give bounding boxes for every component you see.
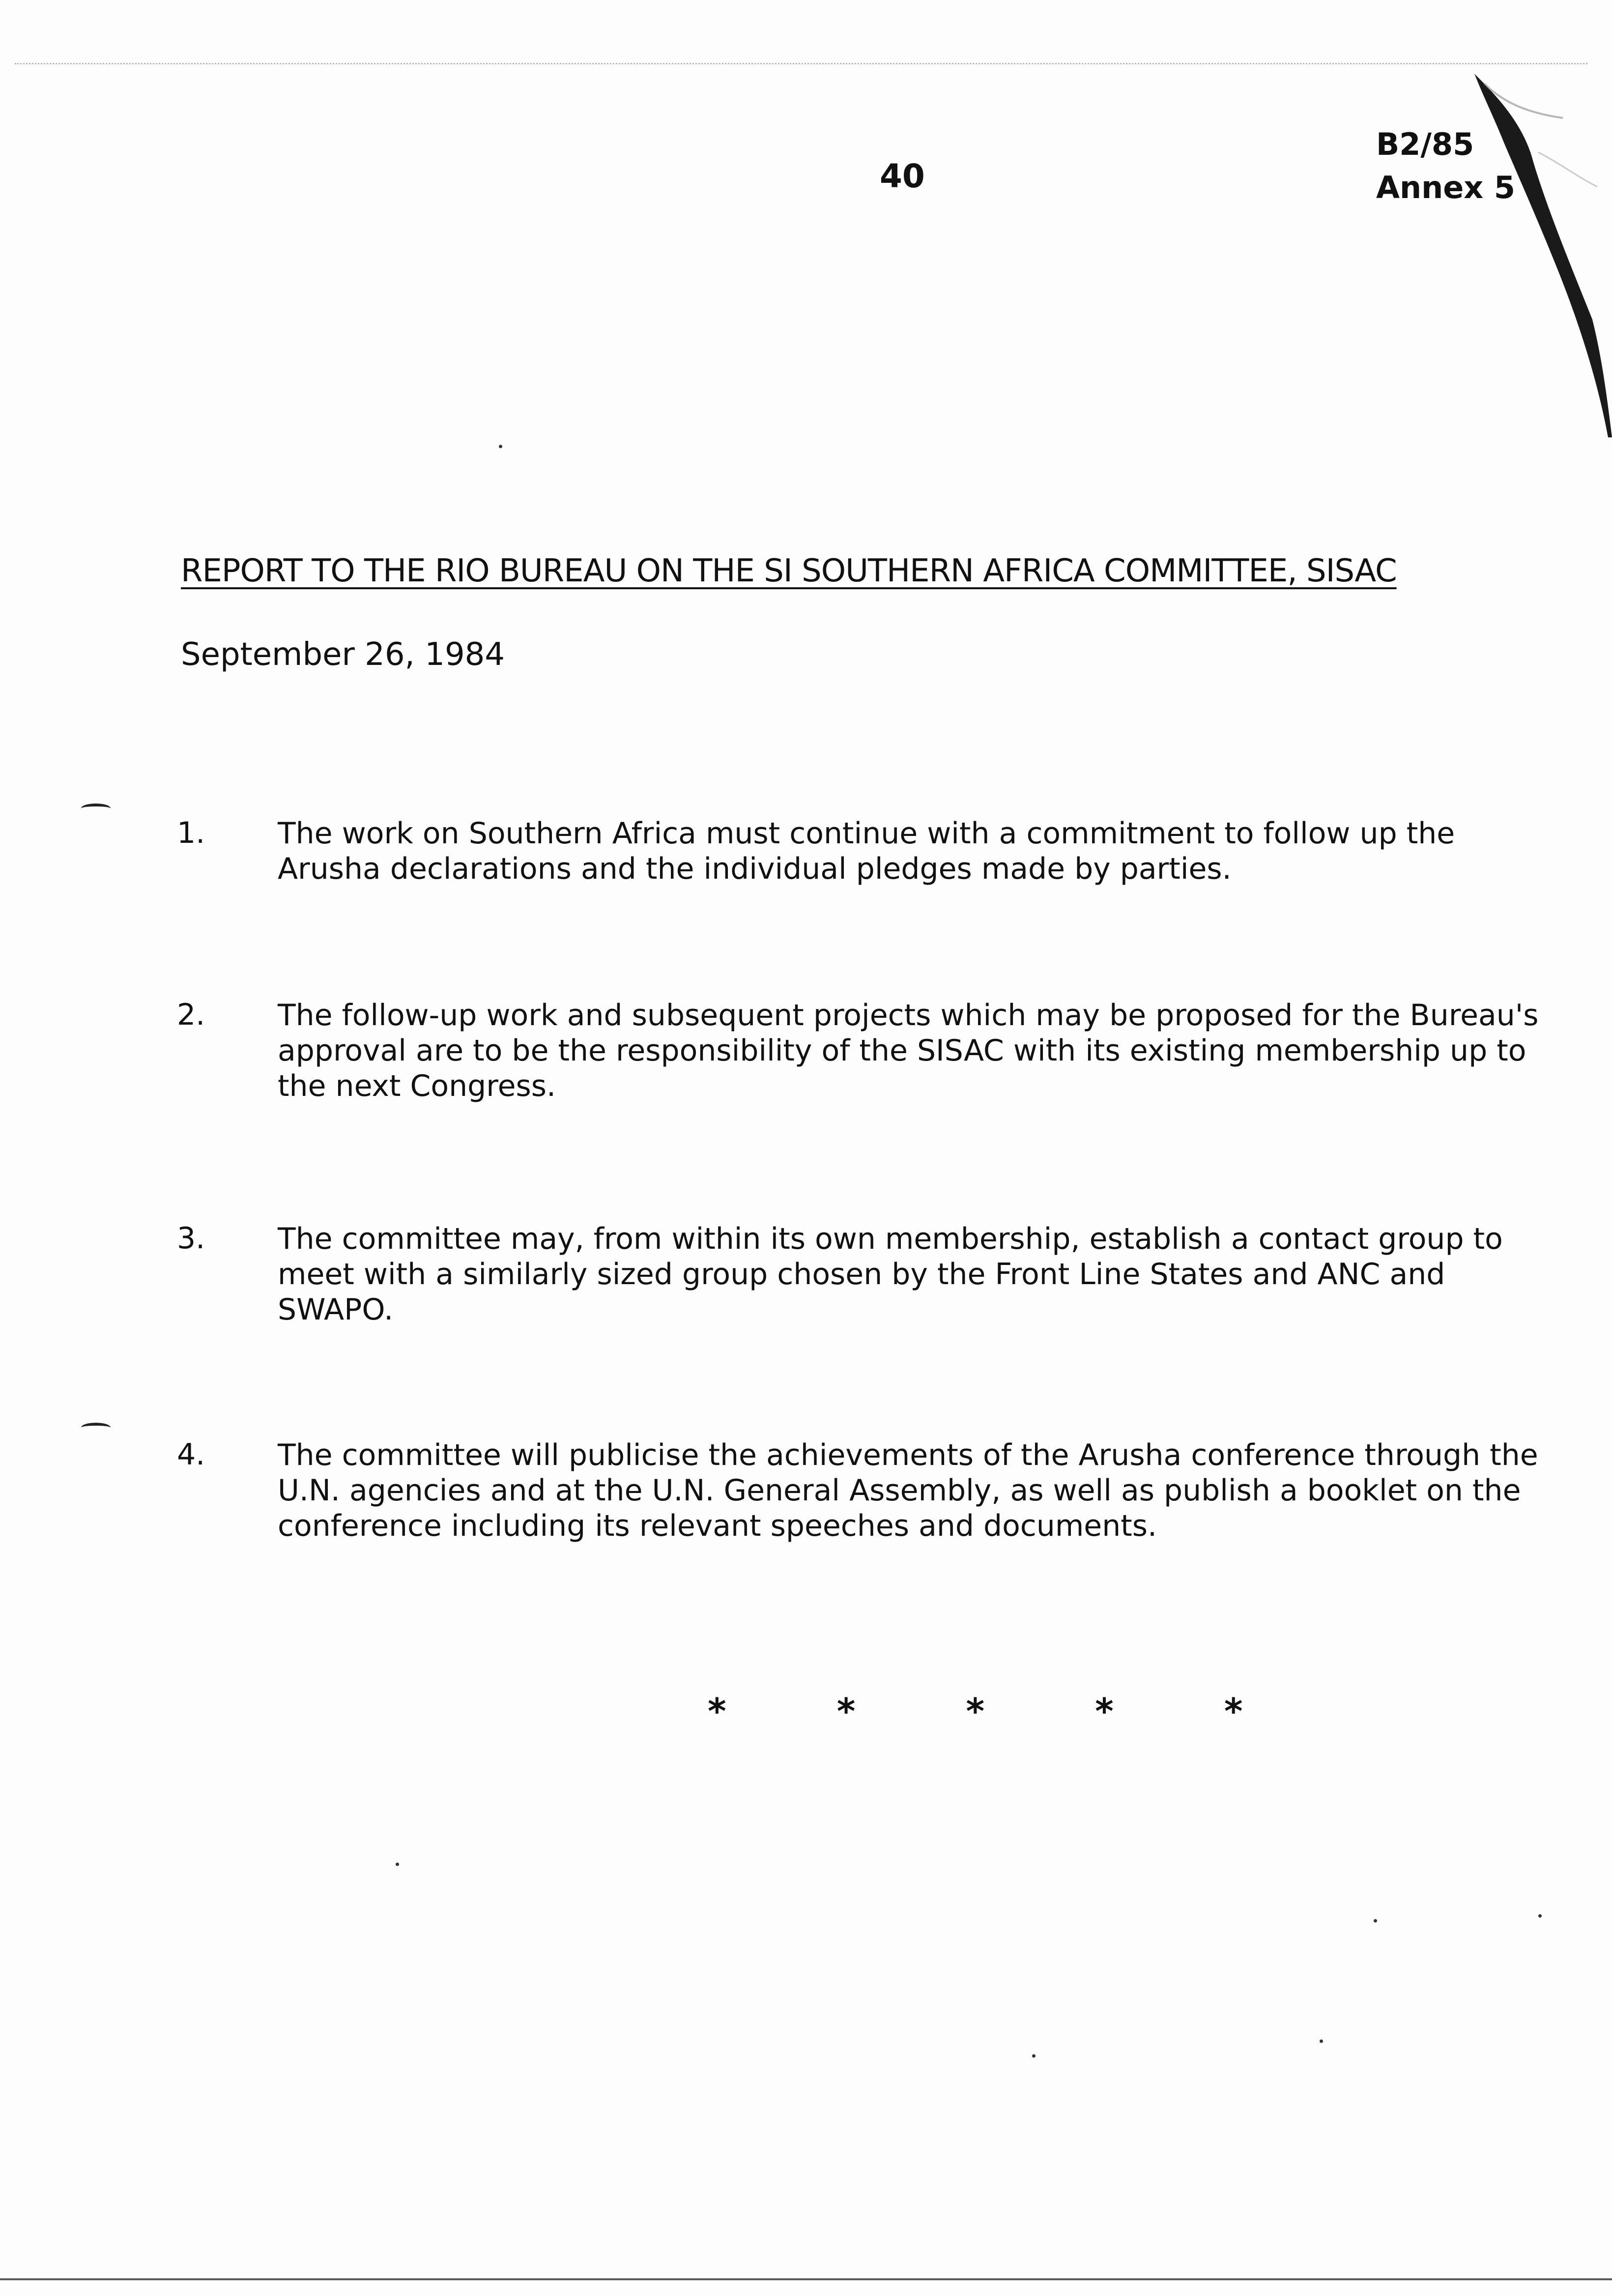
- list-item-number: 2.: [177, 998, 205, 1032]
- scan-speck: [1538, 1914, 1542, 1918]
- list-item-number: 1.: [177, 816, 205, 850]
- list-item-number: 3.: [177, 1221, 205, 1256]
- report-title: REPORT TO THE RIO BUREAU ON THE SI SOUTHERN AFRICA COMMITTEE, SISAC: [181, 553, 1397, 589]
- list-item-text: The follow-up work and subsequent projects which may be proposed for the Bureau's approval are to be the responsibility of the SISAC with its existing membership up to the next Congress.: [278, 998, 1539, 1103]
- report-date: September 26, 1984: [181, 636, 505, 673]
- annex-label: Annex 5: [1376, 170, 1516, 205]
- list-item-text: The work on Southern Africa must continue with a commitment to follow up the Arusha declarations and the individual pledges made by parties.: [278, 816, 1455, 886]
- page-number: 40: [880, 157, 925, 195]
- list-item-number: 4.: [177, 1437, 205, 1472]
- scan-speck: [1374, 1919, 1377, 1923]
- scan-speck: [1320, 2039, 1323, 2043]
- scan-artifact-bottom: [0, 2278, 1612, 2280]
- list-item-text: The committee will publicise the achievements of the Arusha conference through the U.N. agencies and at the U.N. General Assembly, as well as publish a booklet on the conference including its relevant speeches and documents.: [278, 1438, 1538, 1543]
- scan-speck: [499, 445, 502, 448]
- reference-code: B2/85: [1376, 126, 1474, 162]
- section-separator: * * * * *: [708, 1691, 1292, 1732]
- margin-mark: [81, 804, 111, 813]
- scan-smudge-mark: [1465, 64, 1612, 437]
- scan-artifact-top: [15, 63, 1587, 64]
- scan-speck: [396, 1863, 399, 1866]
- list-item-text: The committee may, from within its own membership, establish a contact group to meet with a similarly sized group chosen by the Front Line States and ANC and SWAPO.: [278, 1222, 1503, 1327]
- scan-speck: [1032, 2054, 1036, 2058]
- margin-mark: [81, 1423, 111, 1433]
